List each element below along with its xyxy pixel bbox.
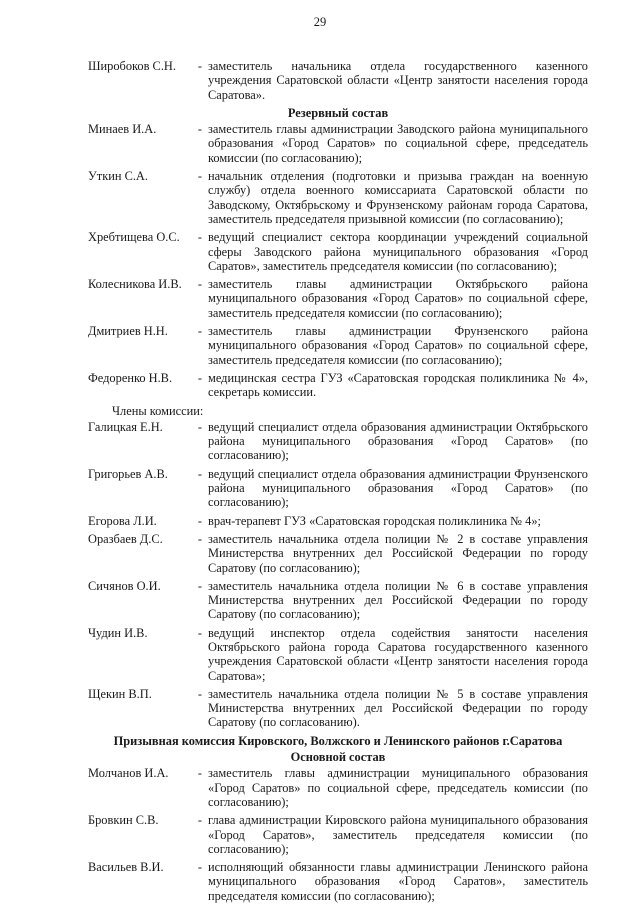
entry-dash: - [197, 531, 203, 546]
person-entry [88, 813, 588, 856]
entry-dash: - [197, 277, 203, 292]
person-position: заместитель главы администрации Заводского района муниципального образования «Город Саратов» по социальной сфере, председатель комиссии (по согласованию); [208, 122, 588, 165]
heading-commission: Призывная комиссия Кировского, Волжского и Ленинского районов г.Саратова [113, 733, 563, 748]
person-entry [88, 766, 588, 809]
person-name: Васильев В.И. [88, 860, 164, 875]
entry-group-main-tail [88, 59, 588, 102]
person-name: Колесникова И.В. [88, 277, 182, 292]
person-name: Щекин В.П. [88, 686, 152, 701]
heading-main: Основной состав [290, 750, 386, 765]
person-entry [88, 860, 588, 903]
person-name: Оразбаев Д.С. [88, 531, 163, 546]
entry-dash: - [197, 230, 203, 245]
person-position: медицинская сестра ГУЗ «Саратовская городская поликлиника № 4», секретарь комиссии. [208, 370, 588, 400]
entry-group-reserve [88, 122, 588, 399]
person-position: заместитель начальника отдела государственного казенного учреждения Саратовской области «Центр занятости населения города Саратова». [208, 59, 588, 102]
person-position: заместитель главы администрации муниципального образования «Город Саратов» по социальной сфере, председатель комиссии (по согласованию); [208, 766, 588, 809]
person-name: Широбоков С.Н. [88, 59, 176, 73]
person-name: Григорьев А.В. [88, 466, 168, 481]
person-name: Хребтищева О.С. [88, 230, 180, 245]
person-name: Федоренко Н.В. [88, 370, 173, 385]
person-entry [88, 122, 588, 165]
person-name: Дмитриев Н.Н. [88, 324, 168, 339]
person-entry [88, 532, 588, 575]
person-position: заместитель начальника отдела полиции № 2 в составе управления Министерства внутренних дел Российской Федерации по городу Саратову (по согласованию); [208, 531, 588, 575]
person-name: Сичянов О.И. [88, 578, 161, 593]
heading-reserve: Резервный состав [287, 105, 389, 120]
person-entry [88, 626, 588, 683]
person-position: ведущий специалист отдела образования администрации Фрунзенского района муниципального образования «Город Саратов» (по согласованию); [208, 466, 588, 510]
person-position: заместитель начальника отдела полиции № 6 в составе управления Министерства внутренних дел Российской Федерации по городу Саратову (по согласованию); [208, 578, 588, 622]
entry-group-main [88, 766, 588, 903]
person-position: врач-терапевт ГУЗ «Саратовская городская поликлиника № 4»; [208, 513, 541, 528]
entry-dash: - [197, 370, 203, 385]
person-entry [88, 277, 588, 320]
person-name: Уткин С.А. [88, 169, 148, 184]
person-position: ведущий специалист отдела образования администрации Октябрьского района муниципального образования «Город Саратов» (по согласованию); [208, 419, 588, 463]
person-entry [88, 687, 588, 730]
person-name: Чудин И.В. [88, 625, 148, 640]
entry-dash: - [197, 686, 203, 701]
person-name: Молчанов И.А. [88, 766, 169, 781]
person-position: ведущий специалист сектора координации учреждений социальной сферы Заводского района муниципального образования «Город Саратов», заместитель председателя комиссии (по согласованию); [208, 230, 588, 273]
person-entry [88, 579, 588, 622]
page-number: 29 [313, 15, 327, 29]
person-entry [88, 371, 588, 400]
entry-dash: - [197, 766, 203, 781]
person-position: ведущий инспектор отдела содействия занятости населения Октябрьского района города Саратова государственного казенного учреждения Саратовской области «Центр занятости населения города Саратова»; [208, 625, 588, 683]
members-label: Члены комиссии: [112, 403, 204, 418]
person-position: заместитель начальника отдела полиции № 5 в составе управления Министерства внутренних дел Российской Федерации по городу Саратову (по согласованию). [208, 686, 588, 730]
person-entry [88, 324, 588, 367]
person-position: заместитель главы администрации Фрунзенского района муниципального образования «Город Саратов» по социальной сфере, заместитель председателя комиссии (по согласованию); [208, 324, 588, 367]
entry-dash: - [197, 324, 203, 339]
person-entry [88, 169, 588, 226]
person-entry [88, 514, 588, 528]
person-name: Егорова Л.И. [88, 513, 157, 528]
entry-dash: - [197, 419, 203, 434]
entry-dash: - [197, 59, 203, 73]
person-entry [88, 59, 588, 102]
entry-dash: - [197, 122, 203, 137]
entry-dash: - [197, 578, 203, 593]
person-name: Минаев И.А. [88, 122, 157, 137]
entry-dash: - [197, 813, 203, 828]
person-position: исполняющий обязанности главы администрации Ленинского района муниципального образования «Город Саратов», заместитель председателя комиссии (по согласованию); [208, 860, 588, 903]
entry-dash: - [197, 860, 203, 875]
entry-dash: - [197, 466, 203, 481]
person-position: начальник отделения (подготовки и призыва граждан на военную службу) отдела военного комиссариата Саратовской области по Заводскому, Октябрьскому и Фрунзенскому районам города Саратова, заместитель председателя призывной комиссии (по согласованию); [208, 169, 588, 226]
entry-dash: - [197, 169, 203, 184]
person-entry [88, 467, 588, 510]
entry-dash: - [197, 513, 203, 528]
person-name: Бровкин С.В. [88, 813, 159, 828]
person-name: Галицкая Е.Н. [88, 419, 163, 434]
document-content [88, 59, 588, 907]
person-entry [88, 230, 588, 273]
entry-dash: - [197, 625, 203, 640]
person-position: глава администрации Кировского района муниципального образования «Город Саратов», заместитель председателя комиссии (по согласованию); [208, 813, 588, 856]
person-position: заместитель главы администрации Октябрьского района муниципального образования «Город Саратов» по социальной сфере, заместитель председателя комиссии (по согласованию); [208, 277, 588, 320]
person-entry [88, 420, 588, 463]
entry-group-members [88, 420, 588, 730]
